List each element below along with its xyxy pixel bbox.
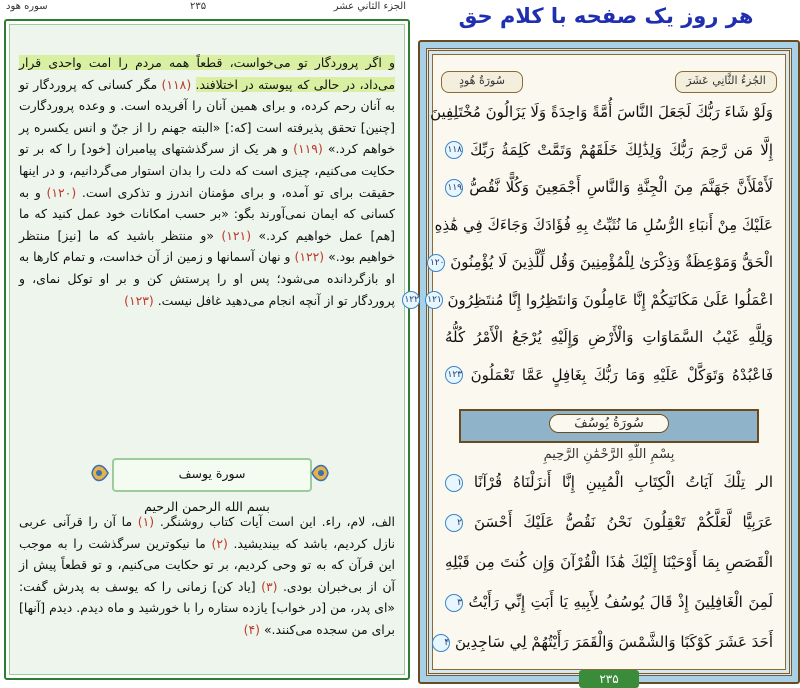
mushaf-line — [445, 593, 773, 612]
mushaf-line-text: اعْمَلُوا عَلَىٰ مَكَانَتِكُمْ إِنَّا عَامِلُونَ وَانتَظِرُوا إِنَّا مُنتَظِرُونَ — [447, 290, 773, 309]
translation-frame — [4, 19, 410, 680]
verse-text: و نهان آسمانها و زمین از آن خداست، و تمام کارها به او بازگردانده می‌شود؛ پس او را پرستش کن و بر او توکل نمای، و پروردگار تو از آنچه انجام می‌دهید غافل نیست. — [19, 249, 395, 308]
verse-text: ما نیکوترین سرگذشت را به موجب این قرآن که به تو وحی کردیم، بر تو حکایت می‌کنیم، و تو قطعاً پیش از آن از بی‌خبران بودی. — [19, 535, 395, 594]
translation-body — [9, 24, 405, 675]
mushaf-line — [429, 253, 773, 272]
mushaf-line-text: لَمِنَ الْغَافِلِينَ إِذْ قَالَ يُوسُفُ لِأَبِيهِ يَا أَبَتِ إِنِّي رَأَيْتُ — [468, 593, 773, 611]
ayah-marker: ۱۲۱ — [425, 291, 443, 309]
mushaf-basmala: بِسْمِ اللَّهِ الرَّحْمَٰنِ الرَّحِيمِ — [543, 447, 675, 462]
verse-number: (۱۲۳) — [124, 292, 158, 308]
page-number: ۲۳۵ — [190, 1, 207, 12]
ayah-marker: ۱۱۸ — [445, 141, 463, 159]
basmala: بسم الله الرحمن الرحيم — [144, 499, 270, 514]
mushaf-line-text: عَلَيْكَ مِنْ أَنبَاءِ الرُّسُلِ مَا نُثَبِّتُ بِهِ فُؤَادَكَ وَجَاءَكَ فِي هَٰذِهِ — [434, 215, 773, 234]
verse-text: و اگر پروردگار تو می‌خواست، قطعاً همه مردم را امت واحدی قرار می‌داد، در حالی که پیوسته در اختلافند. — [19, 55, 395, 92]
mushaf-line-text: فَاعْبُدْهُ وَتَوَكَّلْ عَلَيْهِ وَمَا رَبُّكَ بِغَافِلٍ عَمَّا تَعْمَلُونَ — [470, 365, 773, 384]
mushaf-page — [404, 0, 800, 686]
mushaf-line-text: وَلِلَّهِ غَيْبُ السَّمَاوَاتِ وَالْأَرْضِ وَإِلَيْهِ يُرْجَعُ الْأَمْرُ كُلُّهُ — [445, 328, 773, 346]
surah-label: سوره هود — [6, 1, 48, 12]
mushaf-line — [404, 290, 773, 310]
verse-number: (۱۲۱) — [221, 227, 259, 243]
translation-paragraph-hud — [10, 52, 404, 311]
ayah-marker: ۱ — [445, 474, 463, 492]
translation-paragraph-yusuf — [10, 511, 404, 641]
mushaf-line — [445, 328, 773, 346]
juz-header: الجُزءُ الثَّانِي عَشَرَ — [675, 71, 777, 93]
mushaf-line — [445, 553, 773, 571]
surah-banner-label: سُورَةُ يُوسُفَ — [549, 414, 669, 433]
page-header — [0, 0, 412, 16]
mushaf-line — [434, 215, 773, 234]
mushaf-line-text: الْقَصَصِ بِمَا أَوْحَيْنَا إِلَيْكَ هَٰذَا الْقُرْآنَ وَإِن كُنتَ مِن قَبْلِهِ — [445, 553, 773, 571]
verse-text: [یاد کن] زمانی را که یوسف به پدرش گفت: «ای پدر، من [در خواب] یازده ستاره را با خورشید و ماه دیدم. دیدم [آنها] برای من سجده می‌کنند.» — [19, 578, 395, 637]
verse-text: الف، لام، راء. این است آیات کتاب روشنگر. — [159, 514, 395, 529]
surah-title: سورة یوسف — [112, 458, 312, 492]
ayah-marker: ۱۱۹ — [445, 179, 463, 197]
ayah-marker: ۳ — [445, 594, 463, 612]
verse-text: و به کسانی که ایمان نمی‌آورند بگو: «بر حسب امکانات خود عمل کنید که ما [هم] عمل خواهیم کرد.» — [19, 184, 395, 243]
mushaf-line — [445, 141, 773, 160]
mushaf-line-text: أَحَدَ عَشَرَ كَوْكَبًا وَالشَّمْسَ وَالْقَمَرَ رَأَيْتُهُمْ لِي سَاجِدِينَ — [454, 633, 773, 651]
verse-number: (۴) — [243, 621, 264, 637]
ayah-marker: ۲ — [445, 514, 463, 532]
verse-number: (۳) — [261, 578, 283, 594]
verse-number: (۱۱۹) — [293, 141, 328, 157]
verse-number: (۱) — [137, 514, 160, 529]
mushaf-line — [445, 473, 773, 492]
ayah-marker: ۱۲۲ — [402, 291, 420, 309]
mushaf-line-text: عَرَبِيًّا لَّعَلَّكُمْ تَعْقِلُونَ نَحْنُ نَقُصُّ عَلَيْكَ أَحْسَنَ — [474, 513, 773, 531]
verse-number: (۲) — [211, 535, 234, 551]
verse-number: (۱۱۸) — [161, 76, 196, 92]
verse-text: «و منتظر باشید که ما [نیز] منتظر خواهیم بود.» — [19, 227, 395, 265]
ayah-marker: ۴ — [432, 634, 450, 652]
verse-text: مگر کسانی که پروردگار تو به آنان رحم کرده، و برای همین آنان را آفریده است. و وعده پروردگارت [چنین] تحقق پذیرفته است [که:] «البته جهنم را از جنّ و انس یکسره پر خواهم کرد.» — [19, 76, 396, 157]
verse-number: (۱۲۰) — [46, 184, 82, 200]
mushaf-line — [445, 366, 773, 385]
mushaf-line-text: لَأَمْلَأَنَّ جَهَنَّمَ مِنَ الْجِنَّةِ وَالنَّاسِ أَجْمَعِينَ وَكُلًّا نَّقُصُّ — [469, 178, 773, 196]
verse-text: و هر یک از سرگذشتهای پیامبران [خود] را که بر تو حکایت می‌کنیم، چیزی است که دلت را بدان استوار می‌گردانیم، و در اینها حقیقت برای تو آمده، و برای مؤمنان اندرز و تذکری است. — [19, 141, 395, 200]
mushaf-line-text: الر تِلْكَ آيَاتُ الْكِتَابِ الْمُبِينِ إِنَّا أَنزَلْنَاهُ قُرْآنًا — [473, 473, 773, 491]
ayah-marker: ۱۲۳ — [445, 366, 463, 384]
mushaf-frame — [404, 40, 800, 686]
mushaf-line — [445, 633, 773, 652]
surah-banner — [459, 409, 759, 443]
mushaf-text-area — [404, 54, 786, 670]
mushaf-line-text: إِلَّا مَن رَّحِمَ رَبُّكَ وَلِذَٰلِكَ خَلَقَهُمْ وَتَمَّتْ كَلِمَةُ رَبِّكَ — [470, 140, 773, 159]
page-heading: هر روز یک صفحه با کلام حق — [458, 4, 754, 28]
mushaf-line — [430, 103, 773, 121]
ornament-icon — [90, 456, 110, 490]
mushaf-line-text: الْحَقُّ وَمَوْعِظَةٌ وَذِكْرَىٰ لِلْمُؤْمِنِينَ وَقُل لِّلَّذِينَ لَا يُؤْمِنُونَ — [450, 253, 773, 271]
verse-text: ما آن را قرآنی عربی نازل کردیم، باشد که بیندیشید. — [19, 514, 395, 551]
ornament-icon — [310, 456, 330, 490]
verse-number: (۱۲۲) — [294, 249, 329, 265]
ayah-marker: ۱۲۰ — [427, 254, 445, 272]
mushaf-page-number: ۲۳۵ — [579, 670, 639, 688]
mushaf-line-text: وَلَوْ شَاءَ رَبُّكَ لَجَعَلَ النَّاسَ أُمَّةً وَاحِدَةً وَلَا يَزَالُونَ مُخْتَلِفِينَ — [430, 103, 773, 121]
mushaf-line — [445, 513, 773, 532]
surah-header: سُورَةُ هُودٍ — [441, 71, 523, 93]
juz-label: الجزء الثاني عشر — [333, 1, 406, 12]
mushaf-line — [445, 178, 773, 197]
